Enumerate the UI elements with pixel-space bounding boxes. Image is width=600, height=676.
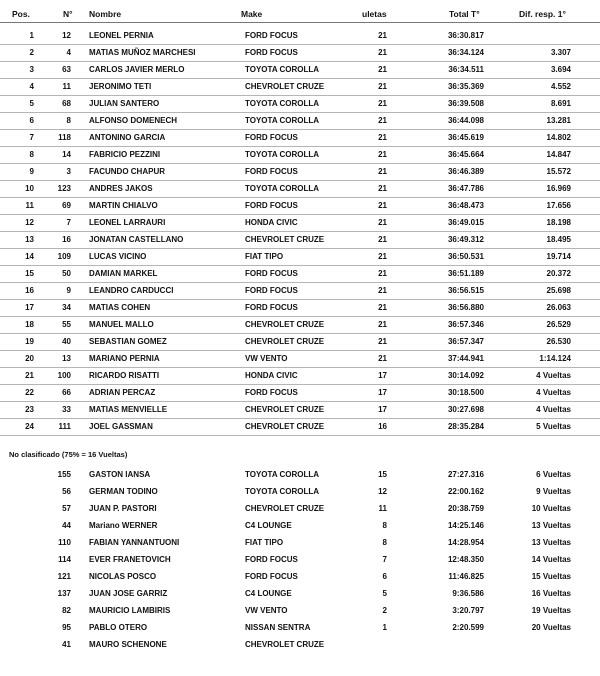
cell-driver-name: FACUNDO CHAPUR <box>89 167 165 176</box>
cell-position: 21 <box>25 371 34 380</box>
cell-position: 24 <box>25 422 34 431</box>
cell-position: 2 <box>29 48 34 57</box>
cell-car-number: 40 <box>62 337 71 346</box>
cell-laps: 21 <box>378 269 387 278</box>
cell-make: C4 LOUNGE <box>245 589 292 598</box>
cell-make: TOYOTA COROLLA <box>245 184 320 193</box>
cell-total-time: 20:38.759 <box>447 504 484 513</box>
cell-laps: 21 <box>378 82 387 91</box>
cell-difference: 18.495 <box>546 235 571 244</box>
cell-position: 23 <box>25 405 34 414</box>
cell-car-number: 33 <box>62 405 71 414</box>
cell-laps: 21 <box>378 133 387 142</box>
cell-difference: 16.969 <box>546 184 571 193</box>
table-row <box>0 367 600 385</box>
cell-make: TOYOTA COROLLA <box>245 470 320 479</box>
cell-driver-name: ALFONSO DOMENECH <box>89 116 177 125</box>
cell-car-number: 100 <box>57 371 71 380</box>
cell-car-number: 82 <box>62 606 71 615</box>
table-row <box>0 197 600 215</box>
cell-driver-name: LEONEL LARRAURI <box>89 218 166 227</box>
cell-position: 13 <box>25 235 34 244</box>
cell-total-time: 36:57.347 <box>447 337 484 346</box>
cell-difference: 20 Vueltas <box>531 623 571 632</box>
header-pos: Pos. <box>12 9 30 19</box>
cell-make: FIAT TIPO <box>245 252 284 261</box>
table-row <box>0 500 600 517</box>
cell-difference: 6 Vueltas <box>536 470 571 479</box>
cell-make: CHEVROLET CRUZE <box>245 235 325 244</box>
cell-driver-name: GERMAN TODINO <box>89 487 158 496</box>
cell-difference: 26.063 <box>546 303 571 312</box>
cell-make: C4 LOUNGE <box>245 521 292 530</box>
cell-driver-name: FABRICIO PEZZINI <box>89 150 161 159</box>
cell-driver-name: LEONEL PERNIA <box>89 31 154 40</box>
cell-laps: 21 <box>378 65 387 74</box>
cell-car-number: 121 <box>57 572 71 581</box>
header-laps: uletas <box>362 9 387 19</box>
cell-difference: 13 Vueltas <box>531 521 571 530</box>
cell-car-number: 63 <box>62 65 71 74</box>
cell-total-time: 36:44.098 <box>447 116 484 125</box>
cell-car-number: 14 <box>62 150 71 159</box>
cell-laps: 2 <box>382 606 387 615</box>
cell-make: FORD FOCUS <box>245 201 298 210</box>
table-row <box>0 180 600 198</box>
cell-total-time: 36:34.124 <box>447 48 484 57</box>
cell-laps: 21 <box>378 167 387 176</box>
table-row <box>0 333 600 351</box>
cell-laps: 21 <box>378 235 387 244</box>
table-row <box>0 350 600 368</box>
cell-position: 15 <box>25 269 34 278</box>
cell-make: FORD FOCUS <box>245 48 298 57</box>
cell-total-time: 37:44.941 <box>447 354 484 363</box>
cell-total-time: 36:35.369 <box>447 82 484 91</box>
cell-make: NISSAN SENTRA <box>245 623 311 632</box>
cell-difference: 8.691 <box>550 99 571 108</box>
cell-car-number: 57 <box>62 504 71 513</box>
cell-make: CHEVROLET CRUZE <box>245 422 325 431</box>
table-row <box>0 534 600 551</box>
cell-laps: 6 <box>382 572 387 581</box>
cell-laps: 15 <box>378 470 387 479</box>
cell-car-number: 7 <box>66 218 71 227</box>
cell-driver-name: JUAN JOSE GARRIZ <box>89 589 168 598</box>
cell-difference: 15.572 <box>546 167 571 176</box>
cell-laps: 5 <box>382 589 387 598</box>
cell-total-time: 11:46.825 <box>448 572 484 581</box>
cell-car-number: 13 <box>62 354 71 363</box>
cell-driver-name: LEANDRO CARDUCCI <box>89 286 174 295</box>
cell-driver-name: JULIAN SANTERO <box>89 99 160 108</box>
cell-driver-name: MANUEL MALLO <box>89 320 154 329</box>
cell-laps: 21 <box>378 354 387 363</box>
cell-driver-name: MAURO SCHENONE <box>89 640 167 649</box>
cell-driver-name: MARTIN CHIALVO <box>89 201 158 210</box>
cell-make: TOYOTA COROLLA <box>245 116 320 125</box>
cell-laps: 21 <box>378 99 387 108</box>
cell-difference: 3.307 <box>550 48 571 57</box>
cell-position: 22 <box>25 388 34 397</box>
cell-difference: 5 Vueltas <box>536 422 571 431</box>
header-total-time: Total T° <box>449 9 480 19</box>
cell-position: 11 <box>25 201 34 210</box>
cell-laps: 12 <box>378 487 387 496</box>
table-row <box>0 231 600 249</box>
cell-difference: 17.656 <box>546 201 571 210</box>
cell-laps: 21 <box>378 31 387 40</box>
cell-laps: 21 <box>378 150 387 159</box>
cell-laps: 17 <box>378 388 387 397</box>
cell-make: FORD FOCUS <box>245 572 298 581</box>
cell-car-number: 109 <box>57 252 71 261</box>
cell-laps: 21 <box>378 48 387 57</box>
cell-driver-name: JUAN P. PASTORI <box>89 504 157 513</box>
cell-position: 9 <box>29 167 34 176</box>
table-row <box>0 551 600 568</box>
cell-make: FORD FOCUS <box>245 133 298 142</box>
cell-make: CHEVROLET CRUZE <box>245 504 325 513</box>
cell-driver-name: ANDRES JAKOS <box>89 184 153 193</box>
not-classified-label: No clasificado (75% = 16 Vueltas) <box>9 450 128 459</box>
cell-difference: 4 Vueltas <box>536 388 571 397</box>
table-row <box>0 299 600 317</box>
cell-difference: 16 Vueltas <box>531 589 571 598</box>
cell-total-time: 36:34.511 <box>448 65 484 74</box>
cell-total-time: 36:50.531 <box>447 252 484 261</box>
cell-total-time: 30:18.500 <box>447 388 484 397</box>
cell-position: 4 <box>29 82 34 91</box>
cell-laps: 21 <box>378 184 387 193</box>
cell-car-number: 155 <box>57 470 71 479</box>
cell-make: CHEVROLET CRUZE <box>245 320 325 329</box>
cell-driver-name: MATIAS MUÑOZ MARCHESI <box>89 48 196 57</box>
cell-car-number: 34 <box>62 303 71 312</box>
cell-make: FORD FOCUS <box>245 269 298 278</box>
header-name: Nombre <box>89 9 122 19</box>
cell-position: 5 <box>29 99 34 108</box>
table-row <box>0 466 600 483</box>
cell-position: 12 <box>25 218 34 227</box>
cell-difference: 14 Vueltas <box>531 555 571 564</box>
cell-total-time: 14:28.954 <box>447 538 484 547</box>
cell-laps: 17 <box>378 405 387 414</box>
cell-laps: 16 <box>378 422 387 431</box>
cell-difference: 26.529 <box>546 320 571 329</box>
cell-laps: 21 <box>378 320 387 329</box>
cell-total-time: 3:20.797 <box>452 606 484 615</box>
cell-position: 7 <box>29 133 34 142</box>
cell-difference: 14.802 <box>546 133 571 142</box>
cell-driver-name: MAURICIO LAMBIRIS <box>89 606 171 615</box>
cell-car-number: 95 <box>62 623 71 632</box>
cell-position: 17 <box>25 303 34 312</box>
table-row <box>0 61 600 79</box>
cell-position: 14 <box>25 252 34 261</box>
cell-driver-name: GASTON IANSA <box>89 470 151 479</box>
cell-driver-name: JONATAN CASTELLANO <box>89 235 184 244</box>
cell-total-time: 27:27.316 <box>447 470 484 479</box>
cell-total-time: 36:49.015 <box>447 218 484 227</box>
cell-difference: 13.281 <box>546 116 571 125</box>
cell-car-number: 56 <box>62 487 71 496</box>
cell-total-time: 36:57.346 <box>447 320 484 329</box>
cell-car-number: 50 <box>62 269 71 278</box>
cell-car-number: 55 <box>62 320 71 329</box>
cell-position: 6 <box>29 116 34 125</box>
cell-make: FORD FOCUS <box>245 286 298 295</box>
cell-driver-name: EVER FRANETOVICH <box>89 555 171 564</box>
cell-position: 19 <box>25 337 34 346</box>
cell-make: CHEVROLET CRUZE <box>245 640 325 649</box>
cell-total-time: 36:45.664 <box>447 150 484 159</box>
table-row <box>0 517 600 534</box>
cell-make: TOYOTA COROLLA <box>245 65 320 74</box>
table-row <box>0 585 600 602</box>
table-row <box>0 163 600 181</box>
cell-difference: 4.552 <box>550 82 571 91</box>
cell-make: FORD FOCUS <box>245 303 298 312</box>
cell-total-time: 36:48.473 <box>447 201 484 210</box>
cell-difference: 19.714 <box>546 252 571 261</box>
table-row <box>0 78 600 96</box>
table-row <box>0 602 600 619</box>
table-row <box>0 282 600 300</box>
cell-total-time: 36:30.817 <box>447 31 484 40</box>
cell-difference: 10 Vueltas <box>531 504 571 513</box>
cell-position: 20 <box>25 354 34 363</box>
cell-car-number: 8 <box>66 116 71 125</box>
cell-position: 1 <box>29 31 34 40</box>
cell-driver-name: JERONIMO TETI <box>89 82 152 91</box>
cell-driver-name: Mariano WERNER <box>89 521 158 530</box>
cell-car-number: 4 <box>66 48 71 57</box>
cell-total-time: 36:47.786 <box>447 184 484 193</box>
header-number: N° <box>63 9 73 19</box>
cell-total-time: 36:56.880 <box>447 303 484 312</box>
cell-total-time: 28:35.284 <box>447 422 484 431</box>
cell-laps: 21 <box>378 218 387 227</box>
cell-total-time: 36:51.189 <box>447 269 484 278</box>
cell-total-time: 12:48.350 <box>447 555 484 564</box>
cell-difference: 20.372 <box>546 269 571 278</box>
table-row <box>0 483 600 500</box>
cell-car-number: 110 <box>58 538 71 547</box>
cell-laps: 21 <box>378 252 387 261</box>
cell-difference: 19 Vueltas <box>531 606 571 615</box>
cell-difference: 3.694 <box>550 65 571 74</box>
cell-car-number: 41 <box>62 640 71 649</box>
cell-difference: 15 Vueltas <box>531 572 571 581</box>
cell-difference: 13 Vueltas <box>531 538 571 547</box>
cell-car-number: 3 <box>66 167 71 176</box>
table-row <box>0 619 600 636</box>
cell-difference: 9 Vueltas <box>536 487 571 496</box>
cell-total-time: 36:56.515 <box>447 286 484 295</box>
cell-laps: 8 <box>382 521 387 530</box>
cell-total-time: 22:00.162 <box>447 487 484 496</box>
table-row <box>0 636 600 653</box>
cell-laps: 7 <box>382 555 387 564</box>
cell-total-time: 30:14.092 <box>447 371 484 380</box>
table-row <box>0 27 600 45</box>
cell-make: HONDA CIVIC <box>245 371 298 380</box>
table-row <box>0 95 600 113</box>
cell-driver-name: MATIAS COHEN <box>89 303 151 312</box>
cell-position: 3 <box>29 65 34 74</box>
cell-difference: 26.530 <box>546 337 571 346</box>
table-row <box>0 146 600 164</box>
cell-difference: 4 Vueltas <box>536 371 571 380</box>
cell-driver-name: JOEL GASSMAN <box>89 422 153 431</box>
cell-make: FORD FOCUS <box>245 388 298 397</box>
cell-car-number: 69 <box>62 201 71 210</box>
cell-make: TOYOTA COROLLA <box>245 487 320 496</box>
cell-make: CHEVROLET CRUZE <box>245 337 325 346</box>
cell-difference: 18.198 <box>546 218 571 227</box>
cell-make: VW VENTO <box>245 354 288 363</box>
cell-car-number: 44 <box>62 521 71 530</box>
cell-total-time: 36:46.389 <box>447 167 484 176</box>
table-row <box>0 112 600 130</box>
cell-driver-name: PABLO OTERO <box>89 623 148 632</box>
cell-driver-name: LUCAS VICINO <box>89 252 147 261</box>
cell-laps: 21 <box>378 337 387 346</box>
cell-car-number: 123 <box>57 184 71 193</box>
table-row <box>0 418 600 436</box>
cell-total-time: 30:27.698 <box>447 405 484 414</box>
header-difference: Dif. resp. 1° <box>519 9 566 19</box>
cell-car-number: 137 <box>57 589 71 598</box>
table-row <box>0 384 600 402</box>
cell-car-number: 118 <box>58 133 71 142</box>
cell-total-time: 36:45.619 <box>447 133 484 142</box>
cell-position: 10 <box>25 184 34 193</box>
cell-driver-name: ANTONINO GARCIA <box>89 133 166 142</box>
cell-driver-name: MARIANO PERNIA <box>89 354 160 363</box>
cell-laps: 8 <box>382 538 387 547</box>
cell-driver-name: MATIAS MENVIELLE <box>89 405 168 414</box>
cell-total-time: 9:36.586 <box>452 589 484 598</box>
cell-laps: 17 <box>378 371 387 380</box>
table-row <box>0 248 600 266</box>
cell-make: TOYOTA COROLLA <box>245 99 320 108</box>
cell-car-number: 12 <box>62 31 71 40</box>
cell-difference: 4 Vueltas <box>536 405 571 414</box>
cell-position: 16 <box>25 286 34 295</box>
cell-laps: 21 <box>378 201 387 210</box>
cell-total-time: 2:20.599 <box>452 623 484 632</box>
header-make: Make <box>241 9 263 19</box>
cell-driver-name: DAMIAN MARKEL <box>89 269 158 278</box>
cell-driver-name: RICARDO RISATTI <box>89 371 160 380</box>
cell-car-number: 66 <box>62 388 71 397</box>
cell-make: FORD FOCUS <box>245 167 298 176</box>
cell-total-time: 36:39.508 <box>447 99 484 108</box>
table-row <box>0 265 600 283</box>
table-row <box>0 401 600 419</box>
cell-make: CHEVROLET CRUZE <box>245 405 325 414</box>
cell-driver-name: FABIAN YANNANTUONI <box>89 538 180 547</box>
cell-car-number: 11 <box>62 82 71 91</box>
cell-difference: 25.698 <box>546 286 571 295</box>
table-row <box>0 214 600 232</box>
cell-laps: 21 <box>378 303 387 312</box>
cell-difference: 14.847 <box>546 150 571 159</box>
cell-make: FORD FOCUS <box>245 555 298 564</box>
cell-driver-name: NICOLAS POSCO <box>89 572 157 581</box>
cell-make: FIAT TIPO <box>245 538 284 547</box>
cell-position: 8 <box>29 150 34 159</box>
cell-car-number: 9 <box>66 286 71 295</box>
cell-make: TOYOTA COROLLA <box>245 150 320 159</box>
table-row <box>0 44 600 62</box>
cell-driver-name: CARLOS JAVIER MERLO <box>89 65 185 74</box>
cell-position: 18 <box>25 320 34 329</box>
cell-laps: 21 <box>378 286 387 295</box>
cell-driver-name: SEBASTIAN GOMEZ <box>89 337 167 346</box>
cell-make: CHEVROLET CRUZE <box>245 82 325 91</box>
cell-car-number: 114 <box>58 555 71 564</box>
cell-car-number: 111 <box>58 422 71 431</box>
cell-make: HONDA CIVIC <box>245 218 298 227</box>
cell-make: VW VENTO <box>245 606 288 615</box>
cell-car-number: 16 <box>62 235 71 244</box>
table-row <box>0 568 600 585</box>
cell-car-number: 68 <box>62 99 71 108</box>
cell-driver-name: ADRIAN PERCAZ <box>89 388 156 397</box>
cell-difference: 1:14.124 <box>539 354 571 363</box>
table-row <box>0 316 600 334</box>
cell-total-time: 36:49.312 <box>447 235 484 244</box>
cell-make: FORD FOCUS <box>245 31 298 40</box>
cell-laps: 11 <box>378 504 387 513</box>
cell-laps: 21 <box>378 116 387 125</box>
cell-total-time: 14:25.146 <box>447 521 484 530</box>
cell-laps: 1 <box>382 623 387 632</box>
table-row <box>0 129 600 147</box>
table-header <box>0 0 600 23</box>
